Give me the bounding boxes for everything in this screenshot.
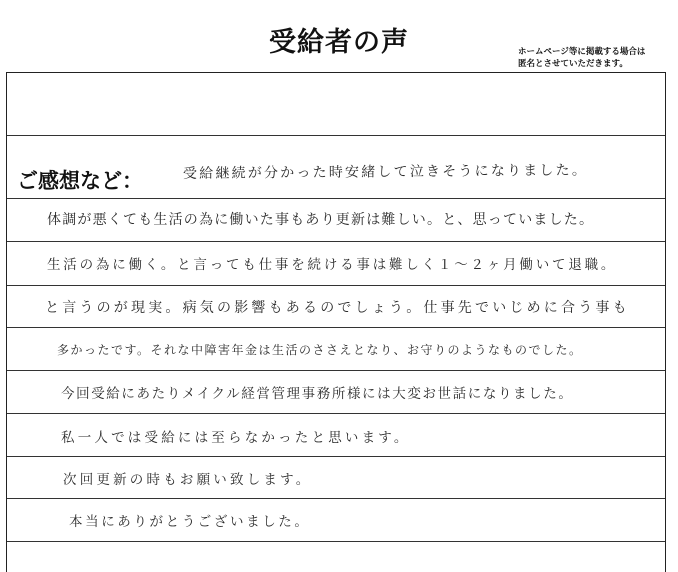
handwritten-line: 私一人では受給には至らなかったと思います。 [61,430,411,446]
ruled-line [7,456,665,457]
handwritten-line: 多かったです。それな中障害年金は生活のささえとなり、お守りのようなものでした。 [57,343,583,357]
ruled-line [7,241,665,242]
ruled-line [7,413,665,414]
ruled-line [7,135,665,136]
handwritten-line: 本当にありがとうございました。 [69,514,311,530]
ruled-line [7,541,665,542]
ruled-line [7,285,665,286]
handwritten-line: 受給継続が分かった時安緒して泣きそうになりました。 [182,162,589,182]
ruled-line [7,327,665,328]
ruled-line [7,198,665,199]
handwritten-line: 体調が悪くても生活の為に働いた事もあり更新は難しい。と、思っていました。 [47,212,595,228]
ruled-line [7,370,665,371]
ruled-line [7,498,665,499]
comment-sheet [6,72,666,572]
handwritten-line: 生活の為に働く。と言っても仕事を続ける事は難しく１～２ヶ月働いて退職。 [47,257,618,273]
handwritten-line: 次回更新の時もお願い致します。 [63,472,313,488]
handwritten-line: 今回受給にあたりメイクル経営管理事務所様には大変お世話になりました。 [61,386,574,402]
comment-label: ご感想など： [17,169,143,193]
page-title: 受給者の声 [269,27,409,58]
handwritten-line: と言うのが現実。病気の影響もあるのでしょう。仕事先でいじめに合う事も [45,300,630,316]
privacy-note [518,46,645,70]
privacy-note-line-1: ホームページ等に掲載する場合は [518,47,646,57]
privacy-note-line-2: 匿名とさせていただきます。 [518,59,628,69]
